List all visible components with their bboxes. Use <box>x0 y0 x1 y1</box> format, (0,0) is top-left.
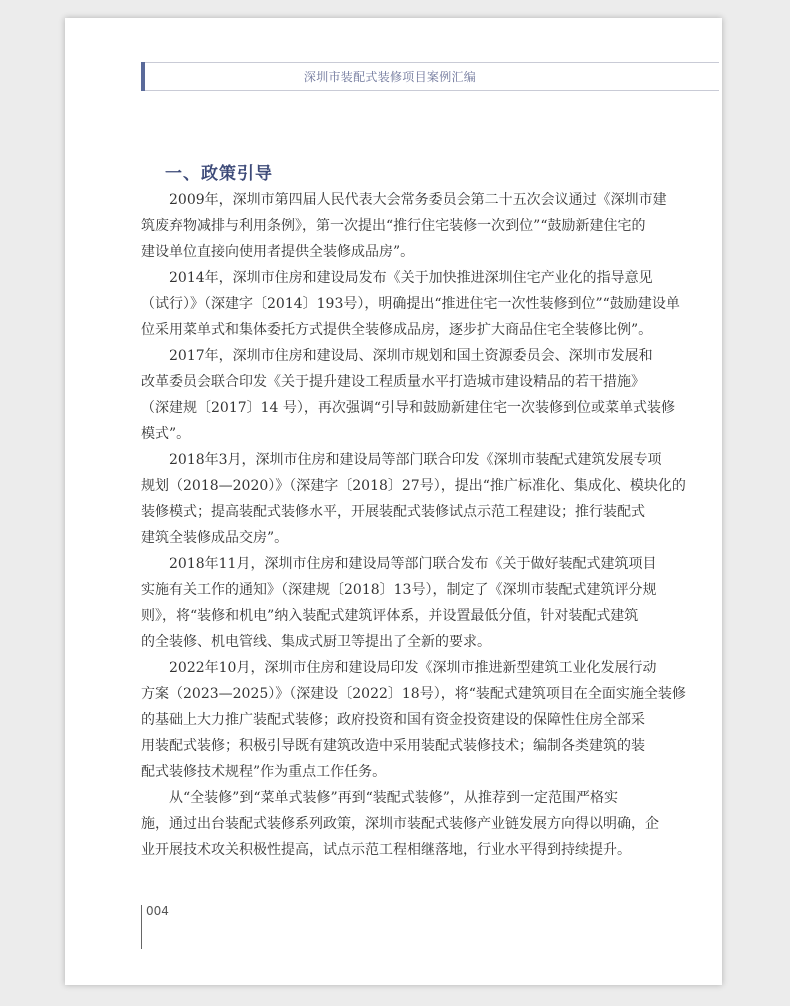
paragraph-line: 方案（2023—2025）》（深建设〔2022〕18号），将“装配式建筑项目在全面实施全装修 <box>141 686 686 702</box>
header-rule-bottom <box>141 90 719 91</box>
paragraph <box>141 655 686 785</box>
paragraph <box>141 187 667 265</box>
paragraph-line: 的基础上大力推广装配式装修；政府投资和国有资金投资建设的保障性住房全部采 <box>141 712 645 728</box>
paragraph-line: 用装配式装修；积极引导既有建筑改造中采用装配式装修技术；编制各类建筑的装 <box>141 738 645 754</box>
paragraph-line: 2017年，深圳市住房和建设局、深圳市规划和国土资源委员会、深圳市发展和 <box>169 348 653 364</box>
paragraph-line: （试行）》（深建字〔2014〕193号），明确提出“推进住宅一次性装修到位”“鼓励建设单 <box>141 296 680 312</box>
section-heading: 一、政策引导 <box>165 164 273 184</box>
paragraph-line: 2014年，深圳市住房和建设局发布《关于加快推进深圳住宅产业化的指导意见 <box>169 270 653 286</box>
paragraph-line: 施，通过出台装配式装修系列政策，深圳市装配式装修产业链发展方向得以明确，企 <box>141 816 659 832</box>
paragraph-line: 改革委员会联合印发《关于提升建设工程质量水平打造城市建设精品的若干措施》 <box>141 374 645 390</box>
paragraph-line: 装修模式；提高装配式装修水平，开展装配式装修试点示范工程建设；推行装配式 <box>141 504 645 520</box>
paragraph-line: 配式装修技术规程”作为重点工作任务。 <box>141 764 387 780</box>
paragraph <box>141 785 659 863</box>
header-rule-top <box>141 62 719 63</box>
paragraph <box>141 343 676 447</box>
paragraph-line: （深建规〔2017〕14 号），再次强调“引导和鼓励新建住宅一次装修到位或菜单式装修 <box>141 400 676 416</box>
paragraph-line: 则》，将“装修和机电”纳入装配式建筑评体系，并设置最低分值，针对装配式建筑 <box>141 608 639 624</box>
paragraph-line: 2018年3月，深圳市住房和建设局等部门联合印发《深圳市装配式建筑发展专项 <box>169 452 662 468</box>
paragraph-line: 业开展技术攻关积极性提高，试点示范工程相继落地，行业水平得到持续提升。 <box>141 842 631 858</box>
running-header-title: 深圳市装配式装修项目案例汇编 <box>303 70 477 84</box>
paragraph-line: 建设单位直接向使用者提供全装修成品房”。 <box>141 244 415 260</box>
paragraph-line: 位采用菜单式和集体委托方式提供全装修成品房，逐步扩大商品住宅全装修比例”。 <box>141 322 653 338</box>
paragraph-line: 从“全装修”到“菜单式装修”再到“装配式装修”，从推荐到一定范围严格实 <box>169 790 618 806</box>
paragraph-line: 模式”。 <box>141 426 191 442</box>
page-number-rule <box>141 905 142 949</box>
paragraph-line: 的全装修、机电管线、集成式厨卫等提出了全新的要求。 <box>141 634 491 650</box>
paragraph-line: 2022年10月，深圳市住房和建设局印发《深圳市推进新型建筑工业化发展行动 <box>169 660 657 676</box>
paragraph <box>141 447 686 551</box>
paragraph <box>141 265 680 343</box>
paragraph-line: 实施有关工作的通知》（深建规〔2018〕13号），制定了《深圳市装配式建筑评分规 <box>141 582 657 598</box>
paragraph-line: 筑废弃物减排与利用条例》，第一次提出“推行住宅装修一次到位”“鼓励新建住宅的 <box>141 218 646 234</box>
paragraph-line: 建筑全装修成品交房”。 <box>141 530 289 546</box>
paragraph <box>141 551 657 655</box>
paragraph-line: 规划（2018—2020）》（深建字〔2018〕27号），提出“推广标准化、集成化、模块化的 <box>141 478 686 494</box>
body-text <box>141 187 686 863</box>
page-number: 004 <box>146 904 169 918</box>
paragraph-line: 2018年11月，深圳市住房和建设局等部门联合发布《关于做好装配式建筑项目 <box>169 556 657 572</box>
paragraph-line: 2009年，深圳市第四届人民代表大会常务委员会第二十五次会议通过《深圳市建 <box>169 192 667 208</box>
